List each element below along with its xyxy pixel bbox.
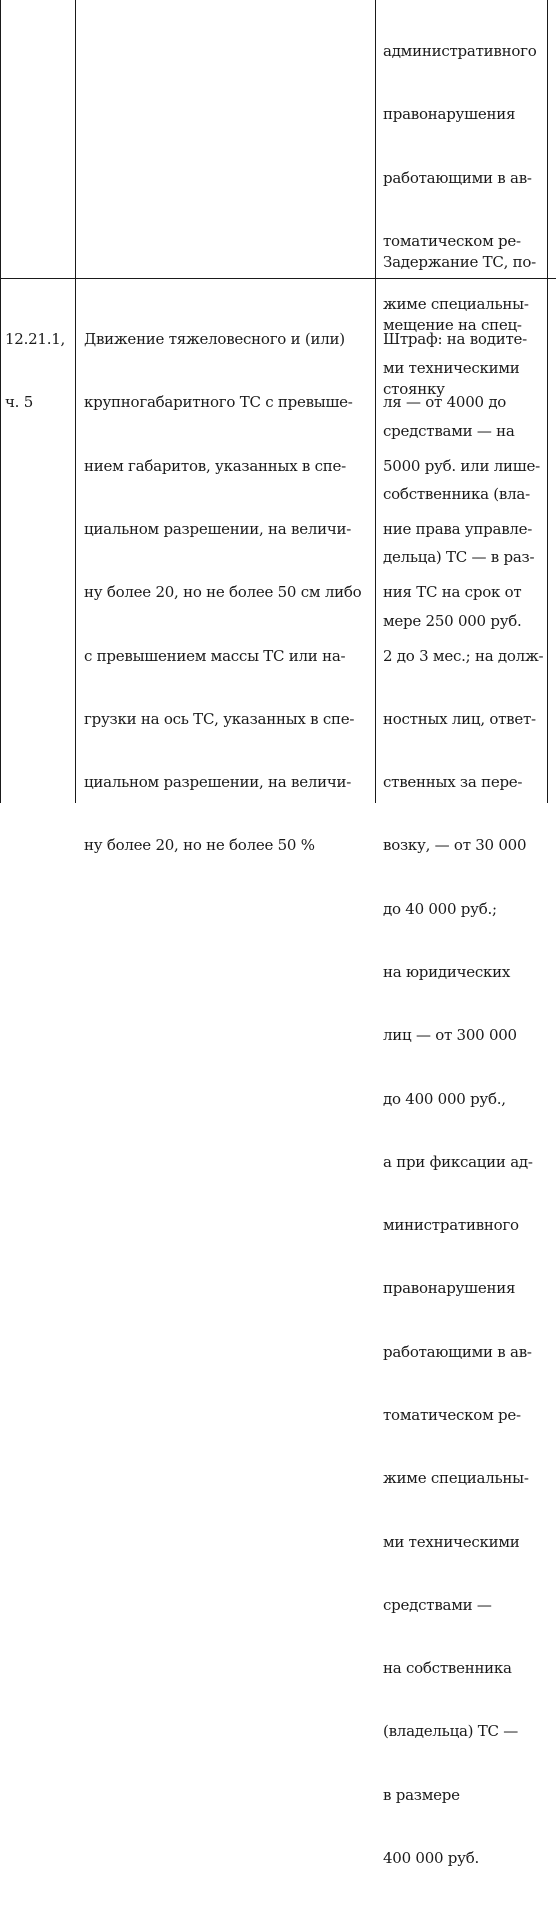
text-line: (владельца) ТС — (383, 1722, 519, 1741)
text-line: циальном разрешении, на величи- (84, 773, 352, 792)
text-line: правонарушения (383, 1279, 516, 1298)
text-line: ственных за пере- (383, 773, 523, 792)
text-line: с превышением массы ТС или на- (84, 646, 346, 665)
table-border-left (0, 0, 1, 803)
text-line: томатическом ре- (383, 232, 521, 251)
text-line: дельца) ТС — в раз- (383, 548, 535, 567)
text-line: до 400 000 руб., (383, 1089, 506, 1108)
text-line: средствами — на (383, 421, 515, 440)
text-line: министративного (383, 1216, 519, 1235)
text-line: ч. 5 (5, 393, 33, 412)
text-line: ля — от 4000 до (383, 393, 507, 412)
text-line: стоянку (383, 379, 445, 398)
text-line: работающими в ав- (383, 168, 532, 187)
text-line: на собственника (383, 1659, 512, 1678)
text-line: ну более 20, но не более 50 см либо (84, 583, 362, 602)
text-line: а при фиксации ад- (383, 1152, 533, 1171)
text-line: мере 250 000 руб. (383, 611, 522, 630)
text-line: 2 до 3 мес.; на долж- (383, 646, 544, 665)
text-line: ние права управле- (383, 520, 533, 539)
text-line: административного (383, 42, 537, 61)
text-line: мещение на спец- (383, 316, 522, 335)
text-line: на юридических (383, 963, 511, 981)
text-line: жиме специальны- (383, 1469, 529, 1488)
text-line: 400 000 руб. (383, 1848, 480, 1867)
text-line: грузки на ось ТС, указанных в спе- (84, 709, 355, 728)
text-line: в размере (383, 1785, 460, 1804)
text-line: нием габаритов, указанных в спе- (84, 456, 346, 475)
text-line: ну более 20, но не более 50 % (84, 836, 315, 855)
row2-violation-description (84, 287, 361, 899)
text-line: Задержание ТС, по- (383, 253, 536, 272)
text-line: работающими в ав- (383, 1342, 532, 1361)
text-line: возку, — от 30 000 (383, 836, 527, 855)
table-border-col2 (375, 0, 376, 803)
text-line: ми техническими (383, 1532, 520, 1551)
text-line: средствами — (383, 1595, 492, 1614)
text-line: Движение тяжеловесного и (или) (84, 330, 345, 349)
table-border-col1 (75, 0, 76, 803)
text-line: до 40 000 руб.; (383, 899, 497, 918)
text-line: 12.21.1, (5, 330, 66, 349)
text-line: жиме специальны- (383, 295, 529, 314)
text-line: Штраф: на водите- (383, 330, 527, 349)
text-line: лиц — от 300 000 (383, 1026, 517, 1045)
text-line: циальном разрешении, на величи- (84, 520, 352, 539)
text-line: 5000 руб. или лише- (383, 456, 540, 475)
text-line: ностных лиц, ответ- (383, 709, 536, 728)
table-border-right (547, 0, 548, 803)
text-line: ния ТС на срок от (383, 583, 522, 602)
text-line: правонарушения (383, 105, 516, 124)
text-line: собственника (вла- (383, 485, 530, 504)
row2-penalty (383, 287, 543, 1911)
text-line: томатическом ре- (383, 1405, 521, 1424)
text-line: ми техническими (383, 358, 520, 377)
row2-article-number (5, 287, 65, 456)
text-line: крупногабаритного ТС с превыше- (84, 393, 353, 412)
